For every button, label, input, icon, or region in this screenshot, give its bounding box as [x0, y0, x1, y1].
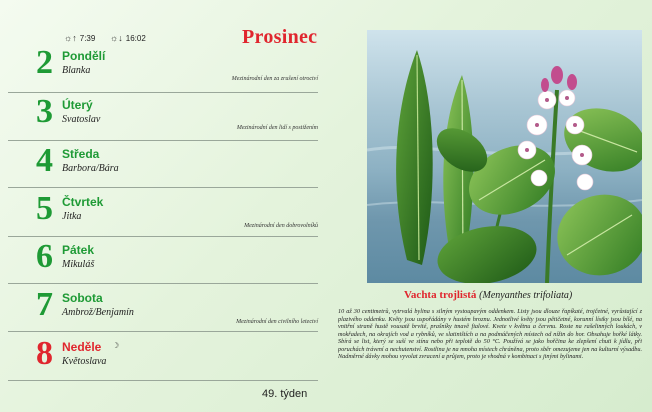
day-name: Pátek	[62, 243, 95, 257]
day-name: Úterý	[62, 98, 93, 112]
divider	[8, 380, 318, 381]
sunrise-time	[64, 33, 95, 43]
name-day: Barbora/Bára	[62, 163, 119, 174]
day-number: 7	[36, 286, 53, 323]
name-day: Ambrož/Benjamín	[62, 307, 134, 318]
day-number: 2	[36, 44, 53, 81]
day-number: 5	[36, 190, 53, 227]
day-number: 3	[36, 93, 53, 130]
name-day: Svatoslav	[62, 114, 101, 125]
divider	[8, 283, 318, 284]
plant-description: 10 až 30 centimetrů, vytrvalá bylina s silným vystoupavým oddenkem. Listy jsou dlouze řapíkaté, trojčetné, vyrůstající z plazivého oddenku. Květy jsou uspořádány v hustém hroznu. Jednotlivé květy jsou pětičetné, korunní lístky jsou bílé, na vnitřní straně hustě vousatě brvité, prašníky tmavě fialové. Kvete v květnu a červnu. Roste na rašelinných loukách, v mokřadech, na okrajích vod a rybníků, ve slatiništích a na podmáčených místech od nížin do hor. Obsahuje hořké látky. Sbírá se list, který se suší ve stínu nebo při teplotě do 50 °C. Používá se jako hořčina ke zlepšení chuti k jídlu, při poruchách trávení a nechutenství. Rostlina je na mnoha místech chráněna, proto sběr omezujeme jen na kulturní výsadbu. Nadměrné dávky mohou vyvolat zvracení a průjem, proto je vhodná v kombinaci s jinými bylinami.	[338, 308, 642, 360]
sunset-time	[110, 33, 146, 43]
plant-caption	[404, 289, 572, 301]
day-row	[32, 142, 318, 188]
day-row	[32, 44, 318, 90]
day-note: Mezinárodní den za zrušení otroctví	[231, 76, 318, 82]
day-name: Čtvrtek	[62, 195, 104, 209]
sunrise-value: 7:39	[79, 33, 96, 43]
day-row	[32, 190, 318, 236]
plant-illustration	[367, 30, 642, 283]
day-name: Neděle	[62, 340, 102, 354]
week-number: 49. týden	[262, 388, 308, 400]
plant-latin-name: (Menyanthes trifoliata)	[479, 290, 573, 301]
name-day: Mikuláš	[62, 259, 95, 270]
name-day: Blanka	[62, 65, 91, 76]
divider	[8, 236, 318, 237]
day-name: Středa	[62, 147, 100, 161]
day-number: 4	[36, 142, 53, 179]
day-row-sunday	[32, 335, 318, 381]
divider	[8, 331, 318, 332]
day-note: Mezinárodní den civilního letectví	[236, 319, 318, 325]
plant-name: Vachta trojlistá	[404, 289, 477, 301]
day-row	[32, 286, 318, 332]
moon-phase-icon: ☽	[112, 341, 120, 350]
name-day: Jitka	[62, 211, 82, 222]
day-number: 6	[36, 238, 53, 275]
day-note: Mezinárodní den lidí s postižením	[236, 125, 318, 131]
name-day: Květoslava	[62, 356, 107, 367]
divider	[8, 140, 318, 141]
day-row	[32, 93, 318, 139]
sunset-value: 16:02	[125, 33, 146, 43]
sunrise-icon: ☼↑	[64, 33, 77, 43]
day-name: Sobota	[62, 291, 103, 305]
plant-illustration-graphic	[367, 30, 642, 283]
day-row	[32, 238, 318, 284]
sunset-icon: ☼↓	[110, 33, 123, 43]
day-name: Pondělí	[62, 49, 106, 63]
day-number: 8	[36, 335, 53, 372]
month-title: Prosinec	[242, 26, 318, 48]
day-note: Mezinárodní den dobrovolníků	[244, 223, 318, 229]
divider	[8, 187, 318, 188]
